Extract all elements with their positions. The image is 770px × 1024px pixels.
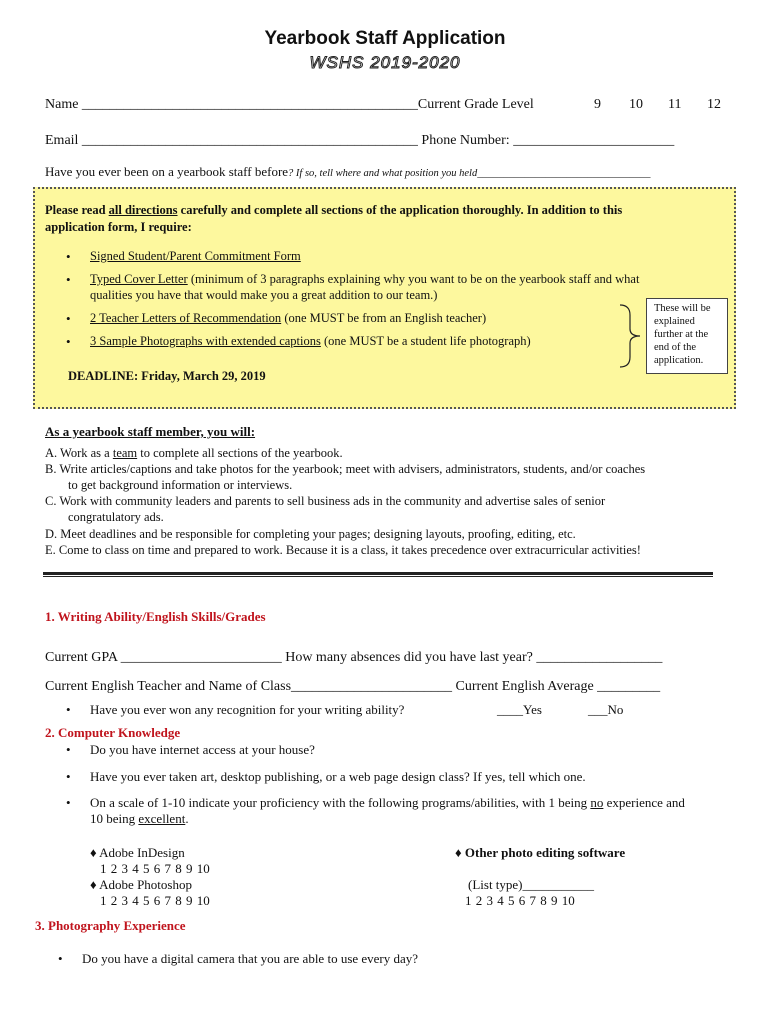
duties-heading: As a yearbook staff member, you will: [45, 424, 256, 439]
proficiency-scale-instructions: On a scale of 1-10 indicate your proficiency with the following programs/abilities, with 1 being no experience and [90, 795, 685, 810]
deadline-text: DEADLINE: Friday, March 29, 2019 [68, 369, 266, 383]
req-item-commitment-form: Signed Student/Parent Commitment Form [90, 249, 301, 263]
recognition-no-option[interactable]: ___No [588, 702, 624, 717]
bullet-icon: • [66, 702, 71, 717]
req-item-cover-letter: Typed Cover Letter (minimum of 3 paragraphs explaining why you want to be on the yearbook staff and what [90, 272, 640, 286]
other-software-rating-scale[interactable]: 1 2 3 4 5 6 7 8 9 10 [465, 893, 575, 908]
proficiency-scale-instructions-line2: 10 being excellent. [90, 811, 189, 826]
gpa-absences-field[interactable]: Current GPA _______________________ How many absences did you have last year? __________________ [45, 650, 663, 665]
bullet-icon: • [66, 249, 71, 264]
recognition-yes-option[interactable]: ____Yes [497, 702, 542, 717]
page-title: Yearbook Staff Application [264, 28, 506, 49]
design-class-question: Have you ever taken art, desktop publishing, or a web page design class? If yes, tell which one. [90, 769, 586, 784]
indesign-label: ♦ Adobe InDesign [90, 845, 185, 860]
grade-option-12[interactable]: 12 [707, 97, 721, 112]
page-subtitle: WSHS 2019-2020 [309, 53, 461, 72]
internet-access-question: Do you have internet access at your house? [90, 742, 315, 757]
email-phone-field[interactable]: Email ________________________________________________ Phone Number: _______________________ [45, 133, 675, 148]
section1-heading: 1. Writing Ability/English Skills/Grades [45, 609, 266, 624]
duty-a: A. Work as a team to complete all sections of the yearbook. [45, 446, 343, 460]
section3-heading: 3. Photography Experience [35, 918, 186, 933]
bullet-icon: • [58, 951, 63, 966]
grade-option-11[interactable]: 11 [668, 97, 682, 112]
bullet-icon: • [66, 334, 71, 349]
digital-camera-question: Do you have a digital camera that you are able to use every day? [82, 951, 419, 966]
photoshop-rating-scale[interactable]: 1 2 3 4 5 6 7 8 9 10 [100, 893, 210, 908]
english-teacher-field[interactable]: Current English Teacher and Name of Class_______________________ Current English Average _________ [45, 679, 661, 694]
section2-heading: 2. Computer Knowledge [45, 725, 181, 740]
duty-c: C. Work with community leaders and parents to sell business ads in the community and advertise sales of senior [45, 494, 606, 508]
duty-e: E. Come to class on time and prepared to work. Because it is a class, it takes precedence over extracurricular activities! [45, 543, 641, 557]
explanation-note: These will be explained further at the end of the application. [646, 298, 728, 374]
recognition-question: Have you ever won any recognition for your writing ability? [90, 702, 405, 717]
bullet-icon: • [66, 769, 71, 784]
bullet-icon: • [66, 311, 71, 326]
req-item-cover-letter-line2: qualities you have that would make you a great addition to our team.) [90, 288, 438, 302]
req-item-recommendations: 2 Teacher Letters of Recommendation (one MUST be from an English teacher) [90, 311, 487, 325]
other-software-list-field[interactable]: (List type)___________ [468, 877, 595, 892]
duty-b-line2: to get background information or interviews. [68, 478, 293, 492]
prior-staff-question[interactable]: Have you ever been on a yearbook staff before? If so, tell where and what position you held_________________________________ [45, 164, 651, 179]
grade-option-9[interactable]: 9 [594, 97, 601, 112]
curly-brace-icon [618, 303, 644, 369]
other-software-label: ♦ Other photo editing software [455, 845, 626, 860]
photoshop-label: ♦ Adobe Photoshop [90, 877, 192, 892]
bullet-icon: • [66, 795, 71, 810]
req-item-photographs: 3 Sample Photographs with extended captions (one MUST be a student life photograph) [90, 334, 531, 348]
duty-c-line2: congratulatory ads. [68, 510, 164, 524]
duty-b: B. Write articles/captions and take photos for the yearbook; meet with advisers, administrators, students, and/or coaches [45, 462, 646, 476]
section-divider [43, 572, 713, 577]
bullet-icon: • [66, 742, 71, 757]
requirements-intro-line2: application form, I require: [45, 220, 192, 234]
duty-d: D. Meet deadlines and be responsible for completing your pages; designing layouts, proofing, editing, etc. [45, 527, 576, 541]
requirements-intro: Please read all directions carefully and complete all sections of the application thoroughly. In addition to this [45, 203, 623, 217]
indesign-rating-scale[interactable]: 1 2 3 4 5 6 7 8 9 10 [100, 861, 210, 876]
bullet-icon: • [66, 272, 71, 287]
grade-option-10[interactable]: 10 [629, 97, 643, 112]
name-field[interactable]: Name ________________________________________________Current Grade Level [45, 97, 534, 112]
